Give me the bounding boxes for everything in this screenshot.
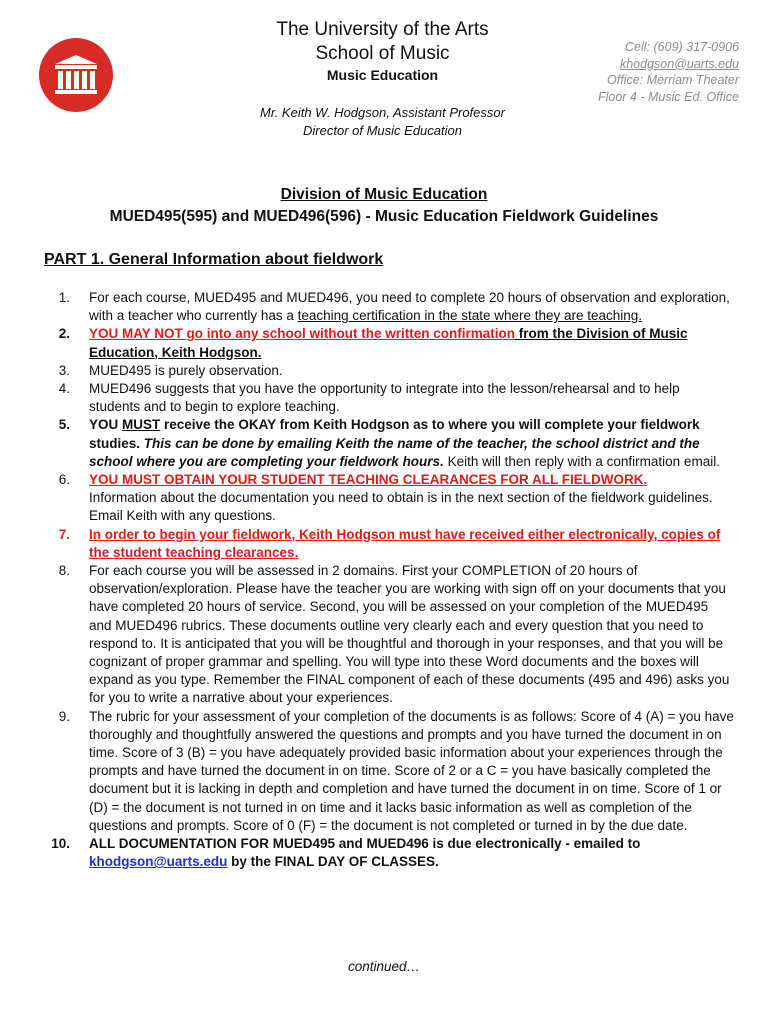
item-text-bold-italic: This can be done by emailing Keith the name of the teacher, the school district and the school where you are completing your fieldwork hours.	[89, 435, 700, 469]
contact-floor: Floor 4 - Music Ed. Office	[597, 89, 739, 104]
school-name: School of Music	[315, 43, 450, 64]
contact-office: Office: Merriam Theater	[607, 73, 739, 87]
item-text-red: YOU MUST OBTAIN YOUR STUDENT TEACHING CLEARANCES FOR ALL FIELDWORK.	[89, 472, 648, 488]
item-text-red: In order to begin your fieldwork, Keith Hodgson must have received either electronically, copies of the student teaching clearances.	[89, 526, 721, 560]
professor-name: Mr. Keith W. Hodgson, Assistant Professor	[260, 105, 505, 120]
contact-email[interactable]: khodgson@uarts.edu	[619, 56, 739, 71]
item-text: For each course, MUED495 and MUED496, you need to complete 20 hours of observation and exploration, with a teacher who currently has a	[89, 290, 730, 324]
item-number: 2.	[58, 326, 70, 342]
professor-role: Director of Music Education	[303, 123, 462, 138]
item-text-bold: YOU	[89, 417, 123, 433]
item-text: MUED495 is purely observation.	[89, 362, 283, 378]
list-item	[44, 562, 734, 708]
item-number: 6.	[58, 472, 70, 488]
document-subtitle: MUED495(595) and MUED496(596) - Music Education Fieldwork Guidelines	[109, 208, 659, 225]
item-number: 9.	[58, 708, 70, 724]
continued-note: continued…	[347, 959, 421, 974]
email-link[interactable]: khodgson@uarts.edu	[89, 854, 228, 870]
guidelines-list	[44, 289, 734, 872]
item-text: The rubric for your assessment of your completion of the documents is as follows: Score of 4 (A) = you have thoroughly and thoughtfully answered the questions and prompts and you have turned the document in on time. Score of 3 (B) = you have adequately provided basic information about your experiences through the prompts and have turned the document in on time. Score of 2 or a C = you have basically completed the document but it is lacking in depth and completion and have turned the document in on time. Score of 1 or (D) = the document is not turned in on time and it lacks basic information as well as completion of the questions and prompts. Score of 0 (F) = the document is not completed or turned in by the due date.	[89, 708, 734, 833]
item-text: MUED496 suggests that you have the opportunity to integrate into the lesson/rehearsal and to help students and to begin to explore teaching.	[89, 381, 680, 415]
document-title: Division of Music Education	[280, 186, 488, 203]
item-number: 4.	[58, 381, 70, 397]
item-text-bold: receive the OKAY from Keith Hodgson as to where you will complete your fieldwork studies.	[89, 417, 700, 451]
logo-base	[55, 90, 97, 94]
item-text: Keith will then reply with a confirmation email.	[443, 453, 720, 469]
logo-architrave	[55, 65, 97, 69]
list-item	[44, 471, 734, 526]
item-number: 3.	[58, 362, 70, 378]
logo-column	[90, 71, 95, 89]
item-number: 5.	[58, 417, 70, 433]
item-text-bold: ALL DOCUMENTATION FOR MUED495 and MUED496 is due electronically - emailed to	[89, 836, 641, 852]
item-text: For each course you will be assessed in 2 domains. First your COMPLETION of 20 hours of observation/exploration. Please have the teacher you are working with sign off on your documents that you have completed 20 hours of service. Second, you will be assessed on your completion of the MUED495 and MUED496 rubrics. These documents outline very clearly each and every question that you need to respond to. It is anticipated that you will be thoughtful and thorough in your responses, and that you will be cognizant of proper grammar and spelling. You will type into these Word documents and the boxes will expand as you type. Remember the FINAL component of each of these documents (495 and 496) asks you for you to write a narrative about your experiences.	[89, 563, 730, 706]
list-item	[44, 289, 734, 325]
item-number: 7.	[58, 526, 70, 542]
item-text-bold: by the FINAL DAY OF CLASSES.	[227, 854, 439, 870]
list-item	[44, 362, 734, 380]
department-name: Music Education	[326, 67, 439, 83]
list-item	[44, 526, 734, 562]
list-item	[44, 708, 734, 835]
item-text-underlined: from the Division of Music Education, Keith Hodgson.	[89, 326, 688, 360]
list-item	[44, 835, 734, 871]
logo-column	[66, 71, 71, 89]
part-1-heading: PART 1. General Information about fieldwork	[44, 251, 384, 268]
item-text-red: YOU MAY NOT go into any school without the written confirmation	[89, 326, 516, 342]
logo-column	[58, 71, 63, 89]
list-item	[44, 325, 734, 361]
item-number: 10.	[51, 836, 70, 852]
list-item	[44, 416, 734, 471]
item-number: 8.	[58, 563, 70, 579]
item-text-underlined: teaching certification in the state where they are teaching.	[297, 308, 643, 324]
list-item	[44, 380, 734, 416]
university-name: The University of the Arts	[276, 19, 489, 40]
item-number: 1.	[58, 290, 70, 305]
contact-cell: Cell: (609) 317-0906	[625, 40, 739, 54]
logo-column	[74, 71, 79, 89]
item-text: Information about the documentation you need to obtain is in the next section of the fieldwork guidelines. Email Keith with any questions.	[89, 490, 713, 524]
university-logo	[39, 38, 113, 112]
contact-block	[598, 39, 739, 105]
item-text-emphasis: MUST	[122, 417, 161, 433]
logo-column	[82, 71, 87, 89]
